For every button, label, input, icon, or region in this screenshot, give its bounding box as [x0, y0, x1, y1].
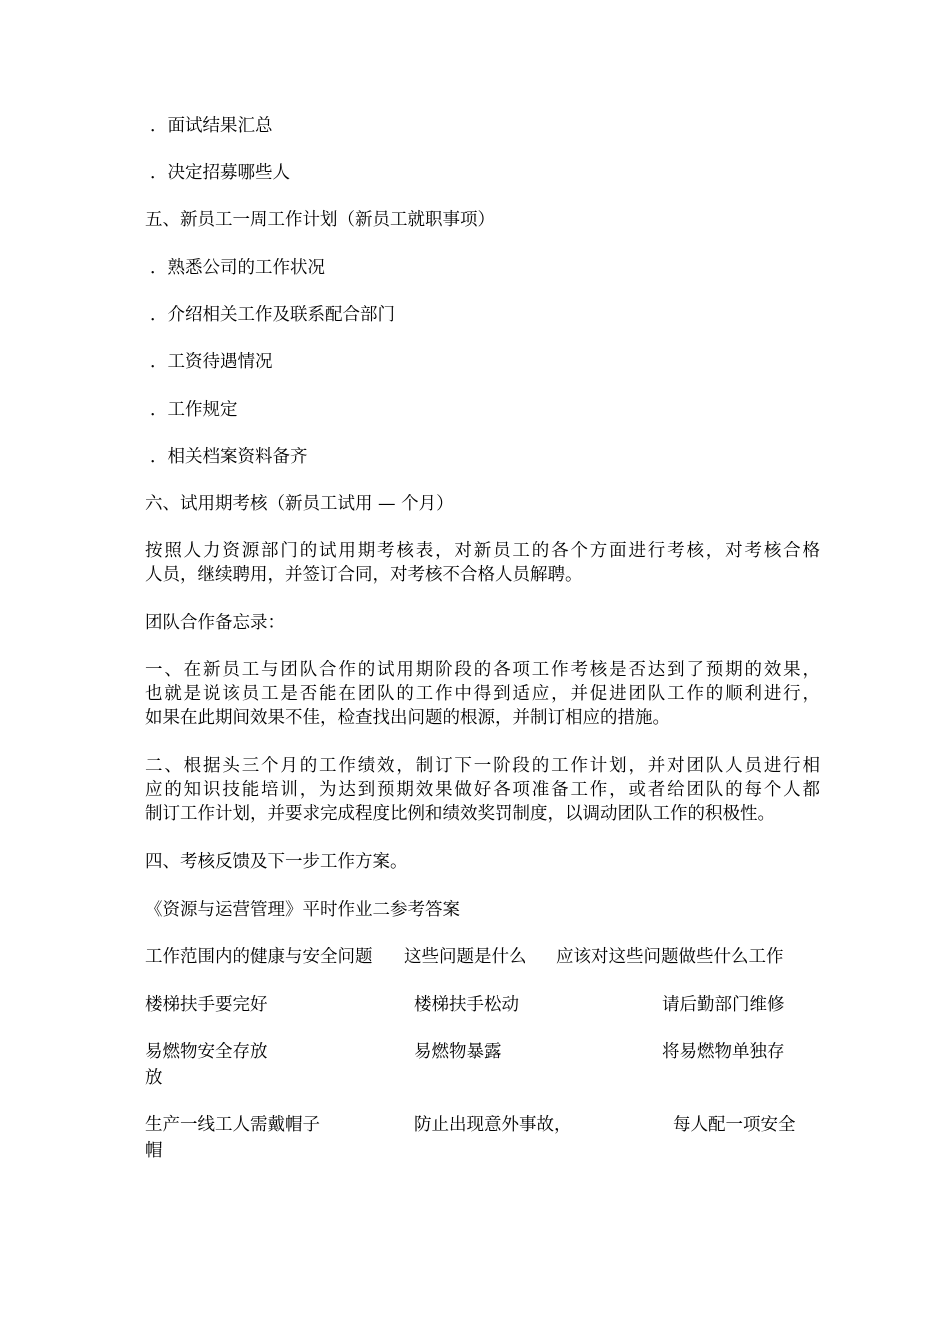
- paragraph-line: 应的知识技能培训，为达到预期效果做好各项准备工作，或者给团队的每个人都: [145, 780, 820, 800]
- table-header: 这些问题是什么: [404, 947, 527, 967]
- table-cell: 防止出现意外事故，: [414, 1115, 572, 1135]
- table-cell: 将易燃物单独存: [662, 1042, 785, 1062]
- list-item: ．相关档案资料备齐: [150, 447, 308, 467]
- list-item: ．工作规定: [150, 400, 238, 420]
- paragraph-line: 也就是说该员工是否能在团队的工作中得到适应，并促进团队工作的顺利进行，: [145, 684, 820, 704]
- table-header: 应该对这些问题做些什么工作: [556, 947, 784, 967]
- paragraph: [145, 754, 820, 826]
- list-item: ．介绍相关工作及联系配合部门: [150, 305, 395, 325]
- section-heading: 六、试用期考核（新员工试用 — 个月）: [145, 494, 454, 514]
- table-cell: 易燃物安全存放: [145, 1042, 268, 1062]
- section-heading: 五、新员工一周工作计划（新员工就职事项）: [145, 210, 495, 230]
- paragraph-line: 二、根据头三个月的工作绩效，制订下一阶段的工作计划，并对团队人员进行相: [145, 756, 820, 776]
- memo-title: 团队合作备忘录：: [145, 613, 285, 633]
- table-cell: 楼梯扶手松动: [414, 995, 519, 1015]
- table-cell: 楼梯扶手要完好: [145, 995, 268, 1015]
- table-cell: 每人配一项安全: [673, 1115, 796, 1135]
- paragraph-line: 人员，继续聘用，并签订合同，对考核不合格人员解聘。: [145, 565, 583, 585]
- table-cell-wrap: 放: [145, 1068, 163, 1088]
- list-item: ．决定招募哪些人: [150, 163, 290, 183]
- paragraph-line: 按照人力资源部门的试用期考核表，对新员工的各个方面进行考核，对考核合格: [145, 541, 820, 561]
- paragraph-line: 制订工作计划，并要求完成程度比例和绩效奖罚制度，以调动团队工作的积极性。: [145, 804, 775, 824]
- table-cell: 生产一线工人需戴帽子: [145, 1115, 320, 1135]
- table-cell: 易燃物暴露: [414, 1042, 502, 1062]
- paragraph: [145, 658, 820, 730]
- table-cell: 请后勤部门维修: [662, 995, 785, 1015]
- list-item: ．工资待遇情况: [150, 352, 273, 372]
- list-item: ．熟悉公司的工作状况: [150, 258, 325, 278]
- paragraph-line: 如果在此期间效果不佳，检查找出问题的根源，并制订相应的措施。: [145, 708, 670, 728]
- section-heading: 四、考核反馈及下一步工作方案。: [145, 852, 408, 872]
- paragraph: [145, 539, 820, 587]
- paragraph-line: 一、在新员工与团队合作的试用期阶段的各项工作考核是否达到了预期的效果，: [145, 660, 820, 680]
- table-header: 工作范围内的健康与安全问题: [145, 947, 373, 967]
- list-item: ．面试结果汇总: [150, 116, 273, 136]
- homework-title: 《资源与运营管理》平时作业二参考答案: [145, 900, 460, 920]
- table-cell-wrap: 帽: [145, 1141, 163, 1161]
